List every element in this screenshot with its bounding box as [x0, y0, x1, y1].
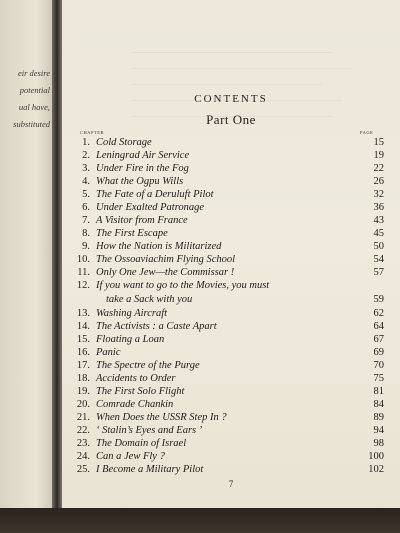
chapter-title: What the Ogpu Wills [96, 176, 184, 187]
toc-entry [62, 202, 400, 216]
chapter-title: When Does the USSR Step In ? [96, 412, 227, 423]
left-page-text: potential [19, 85, 50, 95]
chapter-page: 59 [373, 294, 384, 305]
chapter-title: The Activists : a Caste Apart [96, 321, 217, 332]
chapter-page: 19 [373, 150, 384, 161]
toc-entry [62, 373, 400, 387]
chapter-page: 54 [373, 254, 384, 265]
chapter-page: 45 [373, 228, 384, 239]
table-surface [0, 508, 400, 533]
chapter-page: 15 [373, 137, 384, 148]
chapter-page: 69 [373, 347, 384, 358]
toc-entry [62, 215, 400, 229]
chapter-column-label: CHAPTER [80, 130, 105, 135]
left-page-text: eir desire [17, 68, 50, 78]
toc-entry [62, 321, 400, 335]
chapter-number: 20. [76, 399, 90, 410]
left-page-text: substituted [13, 119, 50, 129]
chapter-page: 70 [373, 360, 384, 371]
chapter-page: 26 [373, 176, 384, 187]
chapter-title: ‘ Stalin’s Eyes and Ears ’ [96, 425, 203, 436]
chapter-number: 16. [76, 347, 90, 358]
chapter-title: Panic [96, 347, 121, 358]
contents-heading: CONTENTS [194, 93, 268, 105]
chapter-title: The Spectre of the Purge [96, 360, 200, 371]
chapter-number: 21. [76, 412, 90, 423]
chapter-title-continued: take a Sack with you [106, 294, 193, 305]
chapter-number: 17. [76, 360, 90, 371]
toc-entry [62, 150, 400, 164]
toc-entry [62, 176, 400, 190]
chapter-page: 50 [373, 241, 384, 252]
chapter-page: 64 [373, 321, 384, 332]
toc-entry [62, 360, 400, 374]
chapter-number: 11. [77, 267, 90, 278]
left-page-text: ual have, [18, 102, 50, 112]
contents-page [62, 0, 400, 533]
chapter-title: Leningrad Air Service [96, 150, 190, 161]
toc-entry [62, 464, 400, 478]
toc-entry [62, 280, 400, 308]
chapter-number: 8. [82, 228, 90, 239]
chapter-page: 67 [373, 334, 384, 345]
chapter-title: Under Exalted Patronage [96, 202, 205, 213]
chapter-page: 62 [373, 308, 384, 319]
toc-entry [62, 189, 400, 203]
chapter-title: Comrade Chankin [96, 399, 174, 410]
toc-entry [62, 137, 400, 151]
chapter-title: I Become a Military Pilot [96, 464, 204, 475]
toc-entry [62, 386, 400, 400]
toc-entry [62, 241, 400, 255]
chapter-number: 1. [82, 137, 90, 148]
chapter-title: The First Escape [96, 228, 168, 239]
page-number: 7 [228, 479, 234, 489]
chapter-number: 9. [82, 241, 90, 252]
toc-entry [62, 399, 400, 413]
chapter-number: 3. [82, 163, 90, 174]
chapter-title: Only One Jew—the Commissar ! [96, 267, 235, 278]
chapter-page: 81 [373, 386, 384, 397]
toc-entry [62, 347, 400, 361]
toc-entry [62, 163, 400, 177]
chapter-title: Floating a Loan [96, 334, 165, 345]
chapter-number: 14. [76, 321, 90, 332]
chapter-page: 43 [373, 215, 384, 226]
toc-entry [62, 267, 400, 281]
chapter-title: How the Nation is Militarized [96, 241, 222, 252]
chapter-number: 19. [76, 386, 90, 397]
chapter-title: Can a Jew Fly ? [96, 451, 165, 462]
chapter-title: The Domain of Israel [96, 438, 187, 449]
toc-entry [62, 334, 400, 348]
chapter-title: The Ossoaviachim Flying School [96, 254, 236, 265]
chapter-page: 100 [368, 451, 384, 462]
chapter-title: The First Solo Flight [96, 386, 185, 397]
chapter-number: 23. [76, 438, 90, 449]
toc-entry [62, 308, 400, 322]
toc-entry [62, 425, 400, 439]
chapter-page: 84 [373, 399, 384, 410]
chapter-page: 89 [373, 412, 384, 423]
chapter-page: 22 [373, 163, 384, 174]
chapter-number: 7. [82, 215, 90, 226]
chapter-title: Cold Storage [96, 137, 152, 148]
chapter-number: 12. [76, 280, 90, 291]
chapter-page: 75 [373, 373, 384, 384]
toc-entry [62, 254, 400, 268]
chapter-title: Washing Aircraft [96, 308, 168, 319]
chapter-title: A Visitor from France [96, 215, 188, 226]
chapter-number: 24. [76, 451, 90, 462]
chapter-page: 32 [373, 189, 384, 200]
chapter-number: 18. [76, 373, 90, 384]
chapter-page: 36 [373, 202, 384, 213]
chapter-title: Accidents to Order [96, 373, 176, 384]
chapter-title: Under Fire in the Fog [96, 163, 189, 174]
chapter-page: 102 [368, 464, 384, 475]
chapter-title: If you want to go to the Movies, you must [96, 280, 270, 291]
chapter-page: 94 [373, 425, 384, 436]
part-heading: Part One [206, 112, 256, 127]
book-gutter [52, 0, 62, 533]
chapter-number: 5. [82, 189, 90, 200]
chapter-number: 6. [82, 202, 90, 213]
chapter-number: 10. [76, 254, 90, 265]
chapter-number: 25. [76, 464, 90, 475]
chapter-page: 57 [373, 267, 384, 278]
left-page [0, 0, 52, 533]
chapter-title: The Fate of a Deruluft Pilot [96, 189, 214, 200]
chapter-number: 13. [76, 308, 90, 319]
toc-entry [62, 438, 400, 452]
toc-entry [62, 412, 400, 426]
toc-entry [62, 451, 400, 465]
chapter-page: 98 [373, 438, 384, 449]
page-column-label: PAGE [360, 130, 374, 135]
chapter-number: 22. [76, 425, 90, 436]
toc-entry [62, 228, 400, 242]
chapter-number: 4. [82, 176, 90, 187]
chapter-number: 15. [76, 334, 90, 345]
chapter-number: 2. [82, 150, 90, 161]
